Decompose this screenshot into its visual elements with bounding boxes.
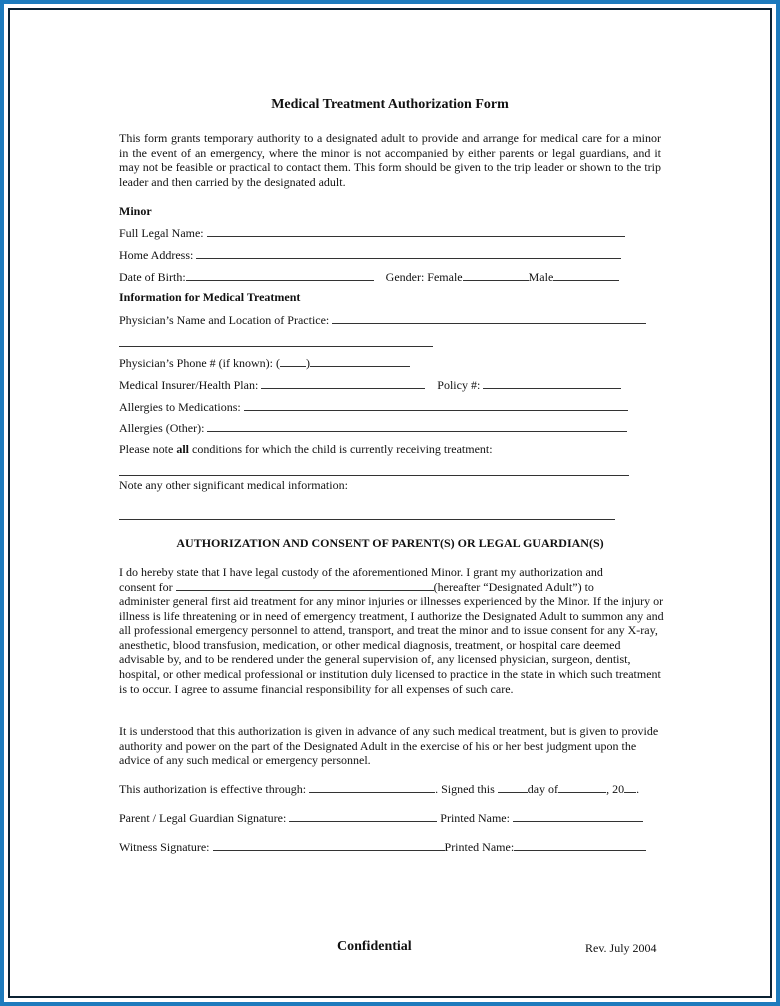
insurer-label: Medical Insurer/Health Plan: (119, 378, 259, 392)
phone-paren: ) (306, 356, 310, 370)
gender-female-label: Gender: Female (385, 270, 463, 284)
dob-label: Date of Birth: (119, 270, 186, 284)
allergies-meds-label: Allergies to Medications: (119, 400, 241, 414)
allergies-other-label: Allergies (Other): (119, 421, 205, 435)
confidential-label: Confidential (337, 939, 412, 954)
consent-heading: AUTHORIZATION AND CONSENT OF PARENT(S) OR LEGAL GUARDIAN(S) (176, 536, 604, 550)
full-name-label: Full Legal Name: (119, 226, 204, 240)
dob-field[interactable] (119, 269, 619, 284)
parent-signature-label: Parent / Legal Guardian Signature: (119, 811, 287, 825)
intro-paragraph: This form grants temporary authority to a designated adult to provide and arrange for medical care for a minor in the event of an emergency, where the minor is not accompanied by either parents or legal guardians, and it may not be feasible or practical to contact them. This form should be given to the trip leader or shown to the trip leader and then carried by the designated adult. (119, 131, 661, 189)
consent-for-label: consent for (119, 580, 173, 594)
physician-label: Physician’s Name and Location of Practice: (119, 313, 330, 327)
designated-adult-field[interactable] (119, 579, 594, 594)
revision-label: Rev. July 2004 (585, 941, 657, 955)
consent-body: administer general first aid treatment for any minor injuries or illnesses experienced by the Minor. If the injury or illness is life threatening or in need of emergency treatment, I authorize the Designated Adult to summon any and all professional emergency personnel to attend, transport, and treat the minor and to issue consent for any X-ray, anesthetic, blood transfusion, medication, or other medical diagnosis, treatment, or hospital care deemed advisable by, and to be rendered under the general supervision of, any licensed physician, surgeon, dentist, hospital, or other medical professional or institution duly licensed to practice in the state in which such treatment is to occur. I agree to assume financial responsibility for all expenses of such care. (119, 594, 664, 696)
insurer-field[interactable] (119, 377, 621, 392)
printed-name-label: Printed Name: (440, 811, 510, 825)
physician-field[interactable] (119, 312, 646, 327)
hereafter-label: (hereafter “Designated Adult”) to (433, 580, 594, 594)
minor-heading: Minor (119, 204, 152, 218)
medical-heading: Information for Medical Treatment (119, 290, 301, 304)
parent-signature-field[interactable] (119, 810, 643, 825)
witness-signature-label: Witness Signature: (119, 840, 210, 854)
allergies-other-field[interactable] (119, 420, 627, 435)
witness-signature-field[interactable] (119, 839, 646, 854)
consent-line-1: I do hereby state that I have legal custody of the aforementioned Minor. I grant my authorization and (119, 565, 603, 579)
form-title: Medical Treatment Authorization Form (271, 97, 509, 112)
day-of-label: day of (527, 782, 559, 796)
physician-line-2[interactable] (119, 346, 433, 347)
understood-paragraph: It is understood that this authorization is given in advance of any such medical treatment, but is given to provide authority and power on the part of the Designated Adult in the exercise of his or her best judgment upon the advice of any such medical or emergency personnel. (119, 724, 659, 768)
printed-name-2-label: Printed Name: (444, 840, 515, 854)
effective-label: This authorization is effective through: (119, 782, 307, 796)
other-info-line[interactable] (119, 519, 615, 520)
gender-male-label: Male (528, 270, 554, 284)
signed-label: . Signed this (435, 782, 495, 796)
phone-field[interactable] (119, 355, 410, 370)
effective-field[interactable]: This authorization is effective through: . Signed this day of , 20 . (119, 782, 640, 796)
phone-label: Physician’s Phone # (if known): ( (119, 356, 280, 370)
allergies-meds-field[interactable] (119, 399, 628, 414)
policy-label: Policy #: (437, 378, 481, 392)
full-name-field[interactable] (119, 225, 625, 240)
home-address-field[interactable] (119, 247, 621, 262)
home-address-label: Home Address: (119, 248, 194, 262)
year-label: , 20 (606, 782, 625, 796)
conditions-label: Please note all conditions for which the child is currently receiving treatment: (119, 442, 493, 456)
other-info-label: Note any other significant medical information: (119, 478, 348, 492)
conditions-line[interactable] (119, 475, 629, 476)
